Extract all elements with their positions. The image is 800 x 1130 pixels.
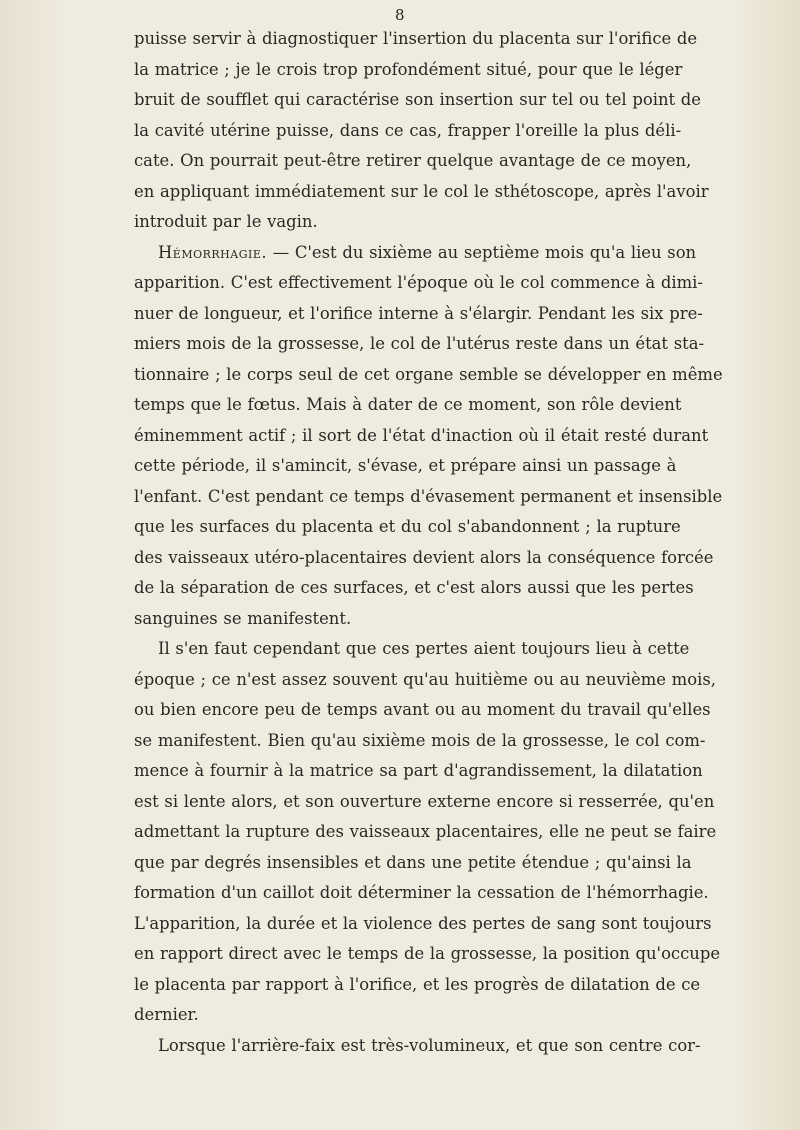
body-text (134, 24, 723, 1061)
text-line: admettant la rupture des vaisseaux placentaires, elle ne peut se faire (134, 822, 717, 841)
text-line: apparition. C'est effectivement l'époque où le col commence à dimi- (134, 273, 703, 292)
text-line: ou bien encore peu de temps avant ou au moment du travail qu'elles (134, 700, 711, 719)
paragraph (134, 238, 723, 635)
text-line: mence à fournir à la matrice sa part d'agrandissement, la dilatation (134, 761, 703, 780)
text-line: des vaisseaux utéro-placentaires devient alors la conséquence forcée (134, 547, 714, 567)
text-line: formation d'un caillot doit déterminer la cessation de l'hémorrhagie. (134, 883, 709, 902)
text-line: tionnaire ; le corps seul de cet organe semble se développer en même (134, 364, 723, 384)
text-line: Lorsque l'arrière-faix est très-volumineux, et que son centre cor- (158, 1035, 701, 1055)
text-line: se manifestent. Bien qu'au sixième mois de la grossesse, le col com- (134, 730, 706, 750)
paragraph (134, 24, 709, 238)
text-line: sanguines se manifestent. (134, 608, 352, 628)
text-line: que les surfaces du placenta et du col s'abandonnent ; la rupture (134, 517, 681, 536)
text-line: époque ; ce n'est assez souvent qu'au huitième ou au neuvième mois, (134, 669, 716, 689)
text-line: temps que le fœtus. Mais à dater de ce moment, son rôle devient (134, 395, 682, 414)
section-heading: Hémorrhagie. (158, 242, 268, 262)
text-line: éminemment actif ; il sort de l'état d'inaction où il était resté durant (134, 425, 709, 445)
text-line: Il s'en faut cependant que ces pertes aient toujours lieu à cette (158, 639, 690, 658)
text-line: de la séparation de ces surfaces, et c'est alors aussi que les pertes (134, 578, 694, 597)
text-line: cate. On pourrait peut-être retirer quelque avantage de ce moyen, (134, 151, 692, 170)
paragraph (134, 1031, 701, 1062)
paragraph (134, 634, 721, 1031)
text-line: cette période, il s'amincit, s'évase, et prépare ainsi un passage à (134, 456, 677, 475)
text-line: dernier. (134, 1005, 199, 1024)
text-line: en appliquant immédiatement sur le col le sthétoscope, après l'avoir (134, 181, 709, 201)
text-line: est si lente alors, et son ouverture externe encore si resserrée, qu'en (134, 791, 715, 811)
text-line: la matrice ; je le crois trop profondément situé, pour que le léger (134, 59, 683, 79)
page-number: 8 (394, 6, 406, 24)
text-line: miers mois de la grossesse, le col de l'utérus reste dans un état sta- (134, 334, 705, 353)
text-line: que par degrés insensibles et dans une petite étendue ; qu'ainsi la (134, 852, 692, 872)
text-line: puisse servir à diagnostiquer l'insertion du placenta sur l'orifice de (134, 29, 698, 48)
text-line: en rapport direct avec le temps de la grossesse, la position qu'occupe (134, 944, 721, 963)
text-run: — C'est du sixième au septième mois qu'a lieu son (267, 242, 697, 262)
text-line: L'apparition, la durée et la violence des pertes de sang sont toujours (134, 913, 712, 933)
text-line: la cavité utérine puisse, dans ce cas, frapper l'oreille la plus déli- (134, 120, 682, 140)
text-line: l'enfant. C'est pendant ce temps d'évasement permanent et insensible (134, 486, 723, 506)
text-line: nuer de longueur, et l'orifice interne à s'élargir. Pendant les six pre- (134, 303, 703, 323)
text-line (134, 238, 697, 269)
text-line: le placenta par rapport à l'orifice, et les progrès de dilatation de ce (134, 974, 701, 994)
text-line: introduit par le vagin. (134, 212, 318, 231)
text-line: bruit de soufflet qui caractérise son insertion sur tel ou tel point de (134, 90, 701, 109)
